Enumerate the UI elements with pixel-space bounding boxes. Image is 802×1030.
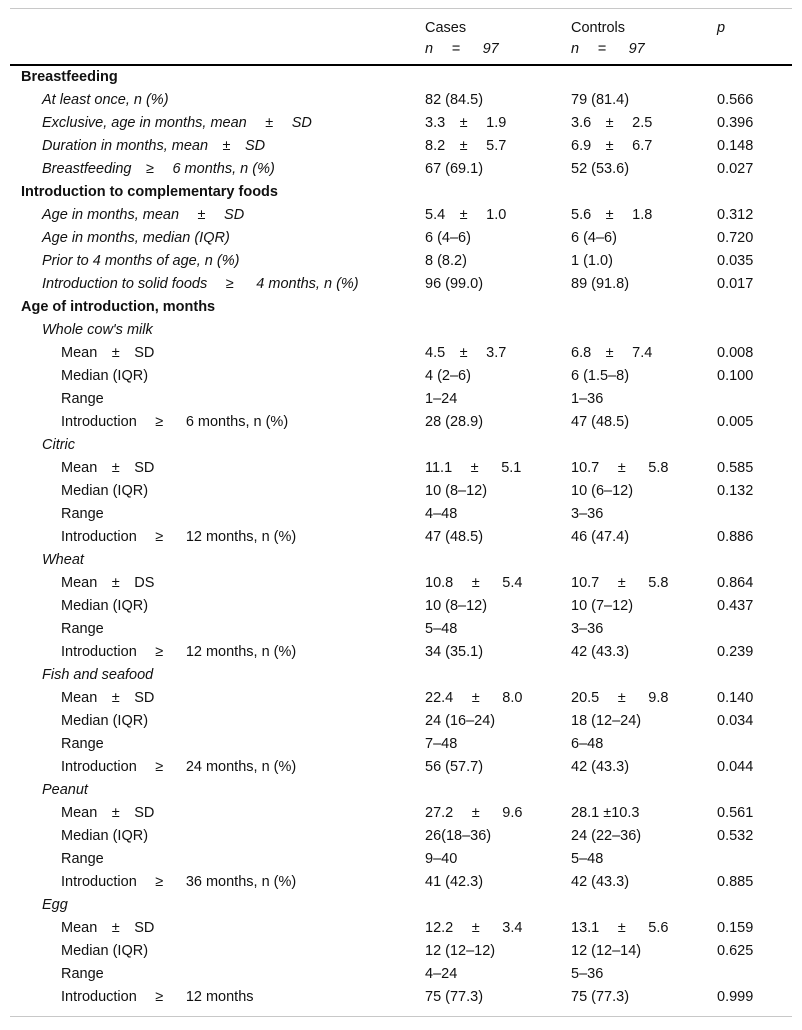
controls-value: 13.1 ± 5.6 bbox=[571, 920, 669, 936]
p-value: 0.566 bbox=[717, 92, 754, 108]
table-row bbox=[10, 848, 792, 871]
p-value: 0.532 bbox=[717, 828, 754, 844]
row-label: Citric bbox=[42, 437, 76, 453]
p-value: 0.396 bbox=[717, 115, 754, 131]
table-row bbox=[10, 825, 792, 848]
p-value: 0.132 bbox=[717, 483, 754, 499]
p-value: 0.100 bbox=[717, 368, 754, 384]
cases-value: 75 (77.3) bbox=[425, 989, 484, 1005]
cases-value: 11.1 ± 5.1 bbox=[425, 460, 522, 476]
row-label: Introduction ≥ 12 months, n (%) bbox=[61, 644, 297, 660]
table-body bbox=[10, 66, 792, 1009]
p-value: 0.625 bbox=[717, 943, 754, 959]
cases-value: 67 (69.1) bbox=[425, 161, 484, 177]
table-bottom-rule bbox=[10, 1016, 792, 1017]
row-label: Introduction to complementary foods bbox=[21, 184, 278, 200]
row-label: Range bbox=[61, 621, 104, 637]
table-row bbox=[10, 595, 792, 618]
p-value: 0.585 bbox=[717, 460, 754, 476]
row-label: Age in months, median (IQR) bbox=[42, 230, 230, 246]
controls-value: 6 (4–6) bbox=[571, 230, 617, 246]
cases-value: 47 (48.5) bbox=[425, 529, 484, 545]
cases-value: 12.2 ± 3.4 bbox=[425, 920, 523, 936]
table-row bbox=[10, 549, 792, 572]
row-label: Exclusive, age in months, mean ± SD bbox=[42, 115, 312, 131]
row-label: Mean ± SD bbox=[61, 460, 155, 476]
controls-value: 89 (91.8) bbox=[571, 276, 630, 292]
table-row bbox=[10, 618, 792, 641]
controls-value: 18 (12–24) bbox=[571, 713, 642, 729]
cases-value: 9–40 bbox=[425, 851, 458, 867]
controls-value: 6.8 ± 7.4 bbox=[571, 345, 653, 361]
row-label: Mean ± DS bbox=[61, 575, 155, 591]
table-row bbox=[10, 365, 792, 388]
cases-value: 5–48 bbox=[425, 621, 458, 637]
cases-value: 12 (12–12) bbox=[425, 943, 496, 959]
cases-value: 27.2 ± 9.6 bbox=[425, 805, 523, 821]
header-cases-n: n = 97 bbox=[425, 41, 499, 57]
table-row bbox=[10, 871, 792, 894]
p-value: 0.864 bbox=[717, 575, 754, 591]
cases-value: 26(18–36) bbox=[425, 828, 492, 844]
table-row bbox=[10, 227, 792, 250]
table-row bbox=[10, 411, 792, 434]
controls-value: 42 (43.3) bbox=[571, 874, 630, 890]
row-label: Median (IQR) bbox=[61, 368, 149, 384]
row-label: Age in months, mean ± SD bbox=[42, 207, 245, 223]
row-label: Prior to 4 months of age, n (%) bbox=[42, 253, 240, 269]
controls-value: 42 (43.3) bbox=[571, 644, 630, 660]
cases-value: 82 (84.5) bbox=[425, 92, 484, 108]
controls-value: 52 (53.6) bbox=[571, 161, 630, 177]
cases-value: 7–48 bbox=[425, 736, 458, 752]
table-row bbox=[10, 319, 792, 342]
table-row bbox=[10, 526, 792, 549]
row-label: Wheat bbox=[42, 552, 84, 568]
p-value: 0.008 bbox=[717, 345, 754, 361]
cases-value: 8.2 ± 5.7 bbox=[425, 138, 507, 154]
cases-value: 22.4 ± 8.0 bbox=[425, 690, 523, 706]
controls-value: 24 (22–36) bbox=[571, 828, 642, 844]
table-row bbox=[10, 342, 792, 365]
cases-value: 34 (35.1) bbox=[425, 644, 484, 660]
cases-value: 24 (16–24) bbox=[425, 713, 496, 729]
row-label: Duration in months, mean ± SD bbox=[42, 138, 266, 154]
controls-value: 42 (43.3) bbox=[571, 759, 630, 775]
table-row bbox=[10, 250, 792, 273]
cases-value: 28 (28.9) bbox=[425, 414, 484, 430]
table-row bbox=[10, 986, 792, 1009]
row-label: Breastfeeding bbox=[21, 69, 118, 85]
controls-value: 3–36 bbox=[571, 621, 604, 637]
controls-value: 12 (12–14) bbox=[571, 943, 642, 959]
cases-value: 41 (42.3) bbox=[425, 874, 484, 890]
table-row bbox=[10, 480, 792, 503]
table-row bbox=[10, 779, 792, 802]
p-value: 0.148 bbox=[717, 138, 754, 154]
row-label: Median (IQR) bbox=[61, 483, 149, 499]
table-row bbox=[10, 687, 792, 710]
table-row bbox=[10, 710, 792, 733]
p-value: 0.159 bbox=[717, 920, 754, 936]
row-label: Range bbox=[61, 391, 104, 407]
table-row bbox=[10, 641, 792, 664]
row-label: Introduction ≥ 12 months, n (%) bbox=[61, 529, 297, 545]
section-row bbox=[10, 296, 792, 319]
cases-value: 3.3 ± 1.9 bbox=[425, 115, 507, 131]
cases-value: 10 (8–12) bbox=[425, 598, 488, 614]
controls-value: 1–36 bbox=[571, 391, 604, 407]
row-label: Range bbox=[61, 506, 104, 522]
p-value: 0.044 bbox=[717, 759, 754, 775]
cases-value: 8 (8.2) bbox=[425, 253, 467, 269]
row-label: Age of introduction, months bbox=[21, 299, 216, 315]
table-row bbox=[10, 457, 792, 480]
row-label: At least once, n (%) bbox=[42, 92, 169, 108]
table-row bbox=[10, 204, 792, 227]
header-controls-title: Controls bbox=[571, 20, 625, 36]
controls-value: 10.7 ± 5.8 bbox=[571, 460, 669, 476]
controls-value: 6.9 ± 6.7 bbox=[571, 138, 653, 154]
p-value: 0.005 bbox=[717, 414, 754, 430]
row-label: Introduction to solid foods ≥ 4 months, n (%) bbox=[42, 276, 359, 292]
p-value: 0.017 bbox=[717, 276, 754, 292]
row-label: Mean ± SD bbox=[61, 345, 155, 361]
p-value: 0.140 bbox=[717, 690, 754, 706]
controls-value: 3.6 ± 2.5 bbox=[571, 115, 653, 131]
row-label: Median (IQR) bbox=[61, 828, 149, 844]
row-label: Breastfeeding ≥ 6 months, n (%) bbox=[42, 161, 275, 177]
table-row bbox=[10, 89, 792, 112]
cases-value: 6 (4–6) bbox=[425, 230, 471, 246]
cases-value: 10.8 ± 5.4 bbox=[425, 575, 523, 591]
section-row bbox=[10, 181, 792, 204]
row-label: Introduction ≥ 36 months, n (%) bbox=[61, 874, 297, 890]
cases-value: 4–24 bbox=[425, 966, 458, 982]
p-value: 0.035 bbox=[717, 253, 754, 269]
controls-value: 28.1 ±10.3 bbox=[571, 805, 640, 821]
section-row bbox=[10, 66, 792, 89]
row-label: Median (IQR) bbox=[61, 943, 149, 959]
table-row bbox=[10, 917, 792, 940]
cases-value: 4–48 bbox=[425, 506, 458, 522]
cases-value: 4 (2–6) bbox=[425, 368, 471, 384]
table-row bbox=[10, 434, 792, 457]
p-value: 0.239 bbox=[717, 644, 754, 660]
controls-value: 75 (77.3) bbox=[571, 989, 630, 1005]
row-label: Range bbox=[61, 851, 104, 867]
table-row bbox=[10, 572, 792, 595]
row-label: Mean ± SD bbox=[61, 690, 155, 706]
row-label: Fish and seafood bbox=[42, 667, 154, 683]
row-label: Range bbox=[61, 966, 104, 982]
table-row bbox=[10, 158, 792, 181]
header-controls-n: n = 97 bbox=[571, 41, 645, 57]
header-cases-title: Cases bbox=[425, 20, 467, 36]
table-row bbox=[10, 756, 792, 779]
row-label: Introduction ≥ 12 months bbox=[61, 989, 254, 1005]
cases-value: 56 (57.7) bbox=[425, 759, 484, 775]
controls-value: 10.7 ± 5.8 bbox=[571, 575, 669, 591]
controls-value: 79 (81.4) bbox=[571, 92, 630, 108]
cases-value: 96 (99.0) bbox=[425, 276, 484, 292]
cases-value: 1–24 bbox=[425, 391, 458, 407]
p-value: 0.437 bbox=[717, 598, 754, 614]
cases-value: 10 (8–12) bbox=[425, 483, 488, 499]
controls-value: 6–48 bbox=[571, 736, 604, 752]
controls-value: 1 (1.0) bbox=[571, 253, 613, 269]
table-row bbox=[10, 940, 792, 963]
p-value: 0.312 bbox=[717, 207, 754, 223]
row-label: Mean ± SD bbox=[61, 920, 155, 936]
controls-value: 10 (6–12) bbox=[571, 483, 634, 499]
p-value: 0.034 bbox=[717, 713, 754, 729]
controls-value: 20.5 ± 9.8 bbox=[571, 690, 669, 706]
row-label: Mean ± SD bbox=[61, 805, 155, 821]
controls-value: 3–36 bbox=[571, 506, 604, 522]
p-value: 0.886 bbox=[717, 529, 754, 545]
p-value: 0.999 bbox=[717, 989, 754, 1005]
p-value: 0.885 bbox=[717, 874, 754, 890]
table-row bbox=[10, 802, 792, 825]
table-row bbox=[10, 388, 792, 411]
controls-value: 10 (7–12) bbox=[571, 598, 634, 614]
table-row bbox=[10, 963, 792, 986]
controls-value: 5.6 ± 1.8 bbox=[571, 207, 653, 223]
row-label: Peanut bbox=[42, 782, 88, 798]
cases-value: 4.5 ± 3.7 bbox=[425, 345, 507, 361]
row-label: Egg bbox=[42, 897, 68, 913]
row-label: Whole cow's milk bbox=[42, 322, 153, 338]
table-row bbox=[10, 273, 792, 296]
p-value: 0.720 bbox=[717, 230, 754, 246]
controls-value: 5–48 bbox=[571, 851, 604, 867]
row-label: Range bbox=[61, 736, 104, 752]
table-row bbox=[10, 112, 792, 135]
p-value: 0.561 bbox=[717, 805, 754, 821]
cases-value: 5.4 ± 1.0 bbox=[425, 207, 507, 223]
header-p: p bbox=[717, 20, 726, 36]
table-row bbox=[10, 664, 792, 687]
row-label: Introduction ≥ 6 months, n (%) bbox=[61, 414, 289, 430]
table-top-rule bbox=[10, 8, 792, 9]
controls-value: 5–36 bbox=[571, 966, 604, 982]
table-row bbox=[10, 135, 792, 158]
row-label: Introduction ≥ 24 months, n (%) bbox=[61, 759, 297, 775]
table-row bbox=[10, 894, 792, 917]
table-row bbox=[10, 733, 792, 756]
row-label: Median (IQR) bbox=[61, 598, 149, 614]
row-label: Median (IQR) bbox=[61, 713, 149, 729]
p-value: 0.027 bbox=[717, 161, 754, 177]
controls-value: 6 (1.5–8) bbox=[571, 368, 630, 384]
controls-value: 47 (48.5) bbox=[571, 414, 630, 430]
table-row bbox=[10, 503, 792, 526]
controls-value: 46 (47.4) bbox=[571, 529, 630, 545]
